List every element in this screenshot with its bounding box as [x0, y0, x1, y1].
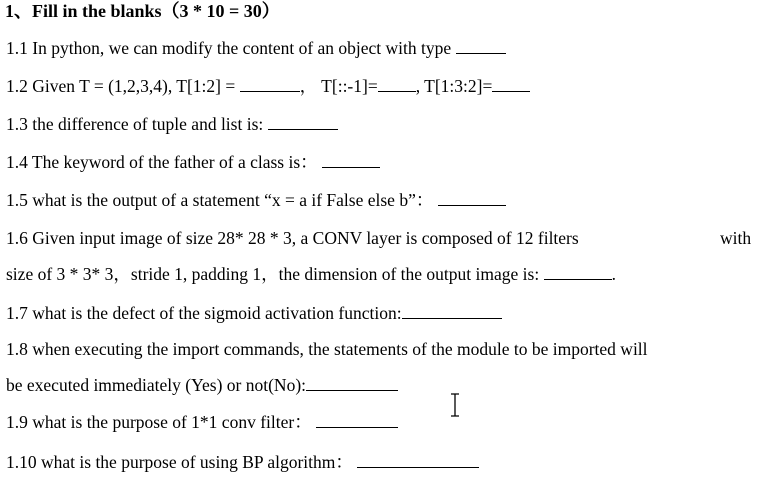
- question-1-5: [6, 190, 506, 210]
- answer-blank[interactable]: [316, 413, 398, 428]
- answer-blank[interactable]: [544, 265, 612, 280]
- section-title: 1、Fill in the blanks（3 * 10 = 30）: [5, 1, 280, 21]
- question-text: 1.8 when executing the import commands, the statements of the module to be imported will: [6, 339, 648, 359]
- question-1-8-line-2: [6, 375, 398, 395]
- text-cursor-icon: [448, 393, 462, 417]
- question-text: 1.10 what is the purpose of using BP algorithm：: [6, 452, 358, 472]
- question-text: 1.4 The keyword of the father of a class is：: [6, 152, 323, 172]
- question-1-6-line-1-end: with: [720, 228, 752, 248]
- answer-blank[interactable]: [456, 39, 506, 54]
- question-1-8-line-1: [6, 339, 648, 359]
- answer-blank[interactable]: [306, 376, 398, 391]
- question-1-3: [6, 114, 338, 134]
- question-1-4: [6, 152, 380, 172]
- question-1-6-line-1: [6, 228, 579, 248]
- question-text: 1.7 what is the defect of the sigmoid activation function:: [6, 303, 402, 323]
- question-1-6-line-2: [6, 264, 616, 284]
- question-text: .: [611, 264, 616, 284]
- answer-blank[interactable]: [492, 77, 530, 92]
- answer-blank[interactable]: [402, 304, 502, 319]
- answer-blank[interactable]: [240, 77, 300, 92]
- question-text: , T[1:3:2]=: [415, 76, 493, 96]
- answer-blank[interactable]: [322, 153, 380, 168]
- answer-blank[interactable]: [357, 453, 479, 468]
- question-1-2: [6, 76, 530, 96]
- question-1-7: [6, 303, 502, 323]
- question-text: be executed immediately (Yes) or not(No):: [6, 375, 307, 395]
- question-1-10: [6, 452, 479, 472]
- question-text: 1.9 what is the purpose of 1*1 conv filter：: [6, 412, 317, 432]
- question-1-1: [6, 38, 506, 58]
- question-text: 1.2 Given T = (1,2,3,4), T[1:2] =: [6, 76, 240, 96]
- question-text: 1.6 Given input image of size 28* 28 * 3, a CONV layer is composed of 12 filters: [6, 228, 579, 248]
- answer-blank[interactable]: [438, 191, 506, 206]
- answer-blank[interactable]: [268, 115, 338, 130]
- question-text: 1.5 what is the output of a statement “x = a if False else b”：: [6, 190, 438, 210]
- question-1-9: [6, 412, 398, 432]
- question-text: size of 3 * 3* 3，stride 1, padding 1，the dimension of the output image is:: [6, 264, 544, 284]
- question-text: ， T[::-1]=: [299, 76, 378, 96]
- answer-blank[interactable]: [378, 77, 416, 92]
- question-text: 1.1 In python, we can modify the content of an object with type: [6, 38, 456, 58]
- question-text: 1.3 the difference of tuple and list is:: [6, 114, 268, 134]
